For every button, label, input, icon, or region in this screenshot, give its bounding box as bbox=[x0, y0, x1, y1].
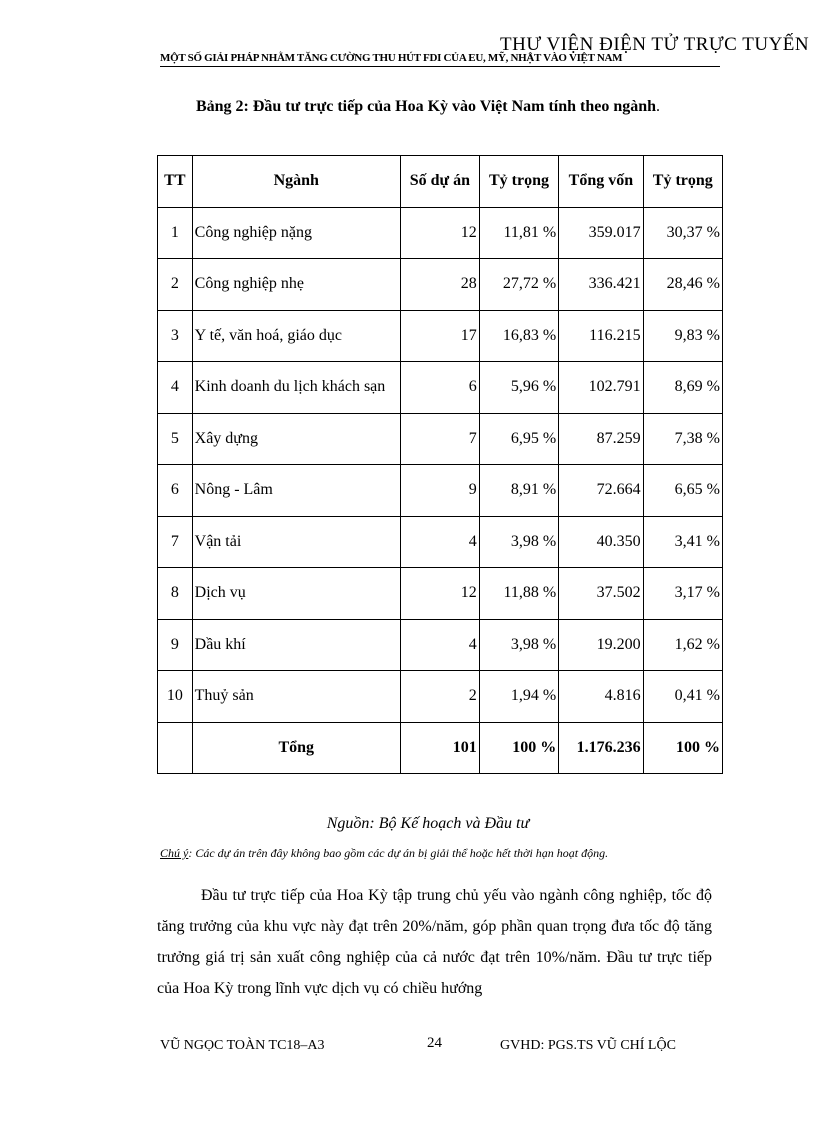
table-row bbox=[158, 310, 723, 362]
cell-tt: 6 bbox=[158, 465, 193, 517]
cell-tt: 3 bbox=[158, 310, 193, 362]
cell-tong-von: 116.215 bbox=[559, 310, 643, 362]
cell-tt: 7 bbox=[158, 516, 193, 568]
cell-nganh: Kinh doanh du lịch khách sạn bbox=[192, 362, 400, 414]
table-row bbox=[158, 671, 723, 723]
cell-ty-trong-von: 7,38 % bbox=[643, 413, 722, 465]
cell-ty-trong-von: 30,37 % bbox=[643, 207, 722, 259]
cell-so-du-an: 2 bbox=[400, 671, 479, 723]
cell-so-du-an: 17 bbox=[400, 310, 479, 362]
cell-tong-von: 37.502 bbox=[559, 568, 643, 620]
cell-so-du-an: 6 bbox=[400, 362, 479, 414]
note-text: : Các dự án trên đây không bao gồm các dự án bị giải thể hoặc hết thời hạn hoạt động. bbox=[188, 846, 609, 860]
cell-tong-von: 87.259 bbox=[559, 413, 643, 465]
table-row bbox=[158, 362, 723, 414]
cell-so-du-an: 12 bbox=[400, 568, 479, 620]
cell-nganh: Nông - Lâm bbox=[192, 465, 400, 517]
cell-ty-trong-von: 9,83 % bbox=[643, 310, 722, 362]
page-number: 24 bbox=[427, 1035, 442, 1051]
table-total-row bbox=[158, 722, 723, 774]
cell-nganh: Công nghiệp nặng bbox=[192, 207, 400, 259]
cell-tong-von: 72.664 bbox=[559, 465, 643, 517]
cell-ty-trong: 11,88 % bbox=[479, 568, 558, 620]
cell-tt: 1 bbox=[158, 207, 193, 259]
col-header-so-du-an: Số dự án bbox=[400, 156, 479, 208]
running-header: MỘT SỐ GIẢI PHÁP NHẰM TĂNG CƯỜNG THU HÚT FDI CỦA EU, MỸ, NHẬT VÀO VIỆT NAM bbox=[160, 52, 720, 67]
note-label: Chú ý bbox=[160, 846, 189, 860]
cell-total-ty-trong-von: 100 % bbox=[643, 722, 722, 774]
cell-nganh: Dầu khí bbox=[192, 619, 400, 671]
table-row bbox=[158, 568, 723, 620]
cell-ty-trong: 3,98 % bbox=[479, 516, 558, 568]
cell-nganh: Thuỷ sản bbox=[192, 671, 400, 723]
cell-nganh: Xây dựng bbox=[192, 413, 400, 465]
cell-so-du-an: 4 bbox=[400, 516, 479, 568]
table-row bbox=[158, 619, 723, 671]
cell-so-du-an: 12 bbox=[400, 207, 479, 259]
cell-ty-trong: 27,72 % bbox=[479, 259, 558, 311]
cell-ty-trong-von: 6,65 % bbox=[643, 465, 722, 517]
cell-ty-trong-von: 1,62 % bbox=[643, 619, 722, 671]
cell-tong-von: 19.200 bbox=[559, 619, 643, 671]
investment-table bbox=[157, 155, 723, 774]
cell-ty-trong-von: 28,46 % bbox=[643, 259, 722, 311]
cell-tt: 2 bbox=[158, 259, 193, 311]
cell-nganh: Y tế, văn hoá, giáo dục bbox=[192, 310, 400, 362]
source-citation: Nguồn: Bộ Kế hoạch và Đầu tư bbox=[326, 815, 530, 832]
cell-nganh: Công nghiệp nhẹ bbox=[192, 259, 400, 311]
cell-so-du-an: 28 bbox=[400, 259, 479, 311]
cell-so-du-an: 9 bbox=[400, 465, 479, 517]
cell-ty-trong-von: 3,17 % bbox=[643, 568, 722, 620]
cell-tong-von: 336.421 bbox=[559, 259, 643, 311]
cell-tt bbox=[158, 722, 193, 774]
table-row bbox=[158, 516, 723, 568]
cell-ty-trong: 16,83 % bbox=[479, 310, 558, 362]
table-row bbox=[158, 465, 723, 517]
cell-ty-trong: 1,94 % bbox=[479, 671, 558, 723]
footer-advisor: GVHD: PGS.TS VŨ CHÍ LỘC bbox=[500, 1038, 676, 1053]
cell-ty-trong: 11,81 % bbox=[479, 207, 558, 259]
col-header-tt: TT bbox=[158, 156, 193, 208]
table-header-row bbox=[158, 156, 723, 208]
footer-author: VŨ NGỌC TOÀN TC18–A3 bbox=[160, 1038, 325, 1053]
cell-tong-von: 4.816 bbox=[559, 671, 643, 723]
col-header-tong-von: Tổng vốn bbox=[559, 156, 643, 208]
cell-ty-trong: 6,95 % bbox=[479, 413, 558, 465]
cell-tong-von: 40.350 bbox=[559, 516, 643, 568]
cell-tong-von: 359.017 bbox=[559, 207, 643, 259]
cell-so-du-an: 4 bbox=[400, 619, 479, 671]
cell-ty-trong-von: 0,41 % bbox=[643, 671, 722, 723]
cell-so-du-an: 7 bbox=[400, 413, 479, 465]
cell-tt: 8 bbox=[158, 568, 193, 620]
col-header-ty-trong-von: Tỷ trọng bbox=[643, 156, 722, 208]
watermark-text: THƯ VIỆN ĐIỆN TỬ TRỰC TUYẾN bbox=[500, 34, 810, 55]
body-paragraph: Đầu tư trực tiếp của Hoa Kỳ tập trung chủ yếu vào ngành công nghiệp, tốc độ tăng trưởng của khu vực này đạt trên 20%/năm, góp phần quan trọng đưa tốc độ tăng trưởng giá trị sản xuất công nghiệp của cả nước đạt trên 10%/năm. Đầu tư trực tiếp của Hoa Kỳ trong lĩnh vực dịch vụ có chiều hướng bbox=[157, 887, 712, 997]
table-row bbox=[158, 207, 723, 259]
cell-tt: 9 bbox=[158, 619, 193, 671]
cell-ty-trong: 5,96 % bbox=[479, 362, 558, 414]
col-header-nganh: Ngành bbox=[192, 156, 400, 208]
table-title: Bảng 2: Đầu tư trực tiếp của Hoa Kỳ vào Việt Nam tính theo ngành. bbox=[195, 98, 661, 115]
cell-total-tong-von: 1.176.236 bbox=[559, 722, 643, 774]
cell-ty-trong: 3,98 % bbox=[479, 619, 558, 671]
cell-tt: 4 bbox=[158, 362, 193, 414]
cell-ty-trong-von: 3,41 % bbox=[643, 516, 722, 568]
table-row bbox=[158, 259, 723, 311]
cell-total-label: Tổng bbox=[192, 722, 400, 774]
col-header-ty-trong-du-an: Tỷ trọng bbox=[479, 156, 558, 208]
cell-ty-trong: 8,91 % bbox=[479, 465, 558, 517]
table-row bbox=[158, 413, 723, 465]
table-note bbox=[160, 846, 760, 861]
cell-ty-trong-von: 8,69 % bbox=[643, 362, 722, 414]
cell-nganh: Vận tải bbox=[192, 516, 400, 568]
cell-total-so-du-an: 101 bbox=[400, 722, 479, 774]
cell-tt: 10 bbox=[158, 671, 193, 723]
cell-total-ty-trong: 100 % bbox=[479, 722, 558, 774]
cell-tt: 5 bbox=[158, 413, 193, 465]
cell-nganh: Dịch vụ bbox=[192, 568, 400, 620]
table-title-text: Bảng 2: Đầu tư trực tiếp của Hoa Kỳ vào Việt Nam tính theo ngành bbox=[195, 98, 657, 115]
cell-tong-von: 102.791 bbox=[559, 362, 643, 414]
